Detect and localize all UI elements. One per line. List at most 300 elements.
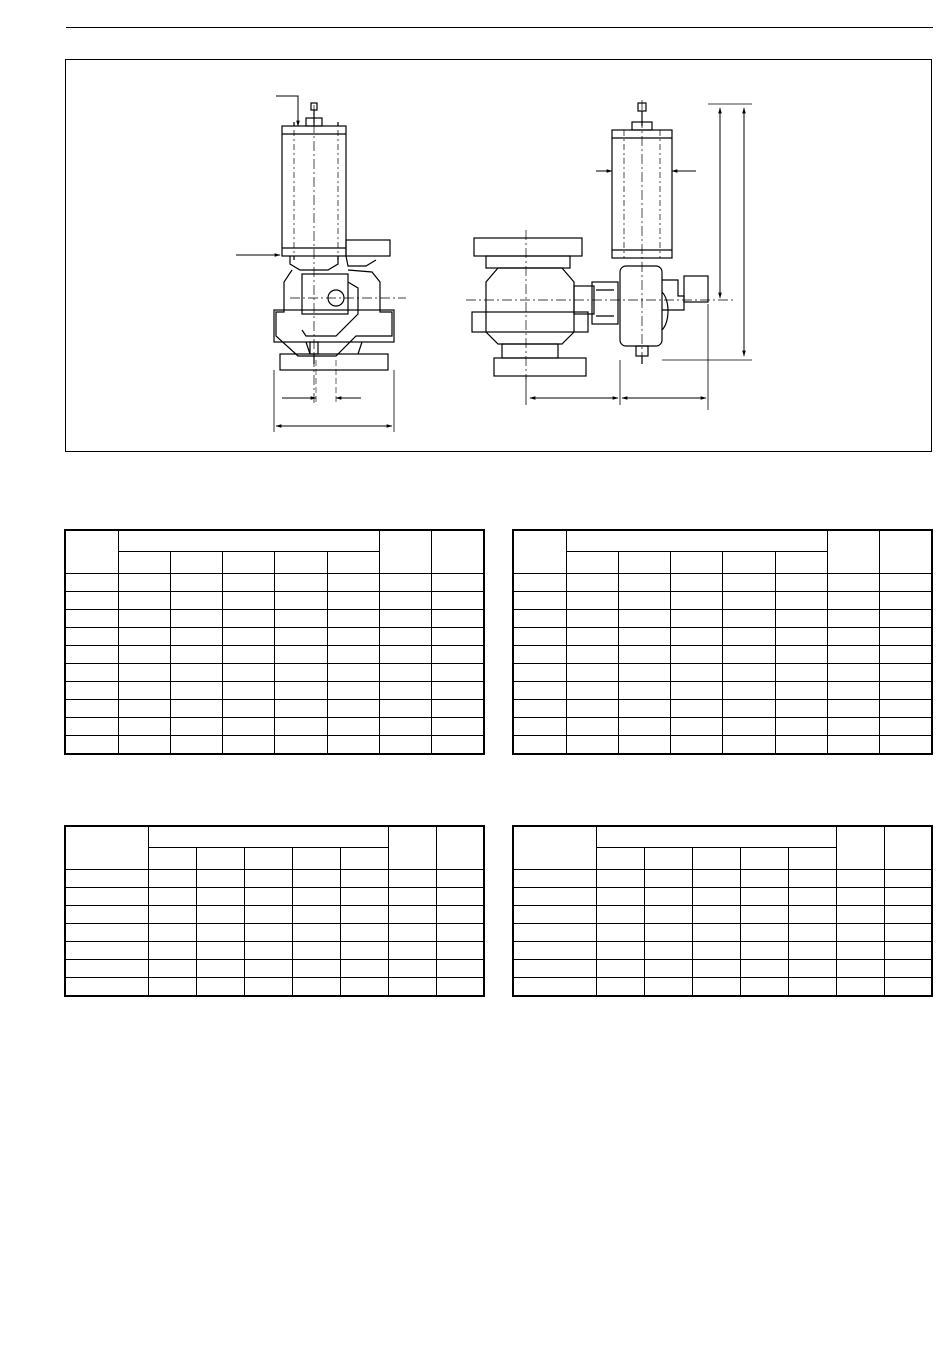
table-cell <box>196 960 244 978</box>
table-cell <box>880 700 932 718</box>
table-cell <box>740 888 788 906</box>
table-cell <box>65 978 148 997</box>
table-header-row <box>65 826 484 848</box>
table-cell <box>170 700 222 718</box>
table-cell <box>692 942 740 960</box>
table-cell <box>432 628 484 646</box>
table-cell <box>244 906 292 924</box>
table-cell <box>244 924 292 942</box>
table-cell <box>196 888 244 906</box>
table-cell <box>379 664 431 682</box>
table-cell <box>275 628 327 646</box>
table-cell <box>118 552 170 574</box>
table-cell <box>513 924 596 942</box>
table-row <box>513 664 932 682</box>
table-header-row <box>65 530 484 552</box>
table-cell <box>327 700 379 718</box>
table-cell <box>513 574 566 592</box>
table-header-cell <box>513 826 596 870</box>
table-cell <box>513 942 596 960</box>
table-row <box>65 682 484 700</box>
table-cell <box>566 682 618 700</box>
table-cell <box>196 942 244 960</box>
table-cell <box>671 646 723 664</box>
table-cell <box>275 552 327 574</box>
table-cell <box>244 848 292 870</box>
table-cell <box>880 736 932 755</box>
table-row <box>513 574 932 592</box>
table-cell <box>65 592 118 610</box>
dimension-table-4 <box>512 825 933 997</box>
table-header-cell <box>513 530 566 574</box>
table-cell <box>65 960 148 978</box>
table-cell <box>513 682 566 700</box>
table-cell <box>723 682 775 700</box>
table-cell <box>513 978 596 997</box>
table-cell <box>388 978 436 997</box>
table-cell <box>775 610 827 628</box>
table-cell <box>327 736 379 755</box>
table-cell <box>292 888 340 906</box>
table-cell <box>379 736 431 755</box>
table-cell <box>836 960 884 978</box>
table-cell <box>618 592 670 610</box>
table-cell <box>880 682 932 700</box>
table-cell <box>880 610 932 628</box>
table-cell <box>432 664 484 682</box>
table-cell <box>379 628 431 646</box>
table-cell <box>432 592 484 610</box>
table-cell <box>118 628 170 646</box>
table-cell <box>65 682 118 700</box>
table-cell <box>327 574 379 592</box>
table-cell <box>880 718 932 736</box>
table-cell <box>118 736 170 755</box>
table-cell <box>671 700 723 718</box>
table-header-cell <box>379 530 431 574</box>
table-cell <box>723 628 775 646</box>
dimension-table-1 <box>64 529 485 755</box>
table-cell <box>223 552 275 574</box>
table-header-cell <box>388 826 436 870</box>
table-cell <box>292 942 340 960</box>
table-cell <box>775 718 827 736</box>
table-row <box>65 592 484 610</box>
table-cell <box>671 552 723 574</box>
table-header-cell <box>65 826 148 870</box>
table-cell <box>827 628 879 646</box>
table-cell <box>244 870 292 888</box>
table-cell <box>566 718 618 736</box>
table-row <box>513 960 932 978</box>
table-cell <box>775 574 827 592</box>
table-row <box>65 870 484 888</box>
table-cell <box>196 924 244 942</box>
table-header-group <box>596 826 836 848</box>
table-cell <box>432 646 484 664</box>
table-cell <box>65 924 148 942</box>
table-cell <box>671 574 723 592</box>
table-cell <box>340 960 388 978</box>
table-row <box>65 574 484 592</box>
table-cell <box>327 592 379 610</box>
table-cell <box>292 960 340 978</box>
table-cell <box>436 906 484 924</box>
table-cell <box>618 718 670 736</box>
table-header-group <box>566 530 827 552</box>
table-cell <box>513 888 596 906</box>
table-cell <box>671 718 723 736</box>
table-header-group <box>148 826 388 848</box>
table-cell <box>223 700 275 718</box>
table-cell <box>827 610 879 628</box>
table-cell <box>880 646 932 664</box>
table-cell <box>388 870 436 888</box>
table-cell <box>740 942 788 960</box>
header-rule <box>66 27 933 28</box>
table-row <box>513 906 932 924</box>
table-row <box>513 942 932 960</box>
table-cell <box>436 942 484 960</box>
table-cell <box>170 646 222 664</box>
table-cell <box>740 924 788 942</box>
table-cell <box>170 592 222 610</box>
table-row <box>513 924 932 942</box>
table-row <box>513 888 932 906</box>
table-cell <box>880 664 932 682</box>
table-cell <box>566 700 618 718</box>
table-cell <box>740 906 788 924</box>
table-cell <box>618 610 670 628</box>
table-header-row <box>513 826 932 848</box>
table-cell <box>118 574 170 592</box>
table-cell <box>566 592 618 610</box>
table-cell <box>618 628 670 646</box>
table-cell <box>566 664 618 682</box>
table-cell <box>436 888 484 906</box>
table-cell <box>388 888 436 906</box>
table-cell <box>827 718 879 736</box>
table-cell <box>327 718 379 736</box>
table-cell <box>170 610 222 628</box>
table-row <box>513 718 932 736</box>
table-cell <box>788 888 836 906</box>
table-row <box>65 736 484 755</box>
table-cell <box>118 682 170 700</box>
table-row <box>65 942 484 960</box>
table-row <box>513 628 932 646</box>
table-cell <box>432 682 484 700</box>
table-cell <box>436 960 484 978</box>
table-cell <box>65 870 148 888</box>
table-cell <box>170 574 222 592</box>
dimension-table-2 <box>512 529 933 755</box>
table-cell <box>340 924 388 942</box>
table-cell <box>596 848 644 870</box>
table-cell <box>223 628 275 646</box>
table-cell <box>740 848 788 870</box>
table-cell <box>196 978 244 997</box>
table-cell <box>170 736 222 755</box>
table-cell <box>275 682 327 700</box>
table-cell <box>884 924 932 942</box>
table-cell <box>340 870 388 888</box>
table-cell <box>292 978 340 997</box>
table-cell <box>775 646 827 664</box>
table-cell <box>388 960 436 978</box>
table-cell <box>436 924 484 942</box>
table-cell <box>292 906 340 924</box>
table-cell <box>118 646 170 664</box>
table-cell <box>692 978 740 997</box>
table-cell <box>740 960 788 978</box>
technical-drawing-frame <box>65 59 932 452</box>
table-cell <box>836 906 884 924</box>
table-row <box>65 978 484 997</box>
table-cell <box>148 848 196 870</box>
table-cell <box>275 574 327 592</box>
table-cell <box>788 942 836 960</box>
table-cell <box>692 960 740 978</box>
table-cell <box>432 718 484 736</box>
table-cell <box>148 924 196 942</box>
table-cell <box>880 574 932 592</box>
table-cell <box>827 682 879 700</box>
table-row <box>65 628 484 646</box>
table-cell <box>566 628 618 646</box>
table-cell <box>671 682 723 700</box>
table-cell <box>275 610 327 628</box>
table-cell <box>644 870 692 888</box>
table-cell <box>692 924 740 942</box>
table-cell <box>671 664 723 682</box>
table-cell <box>513 610 566 628</box>
table-cell <box>292 848 340 870</box>
table-cell <box>836 942 884 960</box>
front-view <box>236 96 406 432</box>
table-cell <box>723 736 775 755</box>
table-cell <box>244 888 292 906</box>
table-cell <box>880 628 932 646</box>
table-row <box>65 924 484 942</box>
table-row <box>65 718 484 736</box>
table-cell <box>340 978 388 997</box>
table-cell <box>65 646 118 664</box>
table-row <box>65 888 484 906</box>
table-cell <box>379 646 431 664</box>
table-cell <box>723 700 775 718</box>
table-cell <box>327 682 379 700</box>
table-cell <box>884 888 932 906</box>
table-row <box>513 870 932 888</box>
table-cell <box>596 978 644 997</box>
table-header-cell <box>827 530 879 574</box>
table-cell <box>884 942 932 960</box>
table-cell <box>244 960 292 978</box>
table-cell <box>327 552 379 574</box>
table-row <box>65 906 484 924</box>
table-cell <box>118 592 170 610</box>
table-header-cell <box>836 826 884 870</box>
table-row <box>513 700 932 718</box>
table-cell <box>723 574 775 592</box>
table-cell <box>566 610 618 628</box>
table-row <box>65 610 484 628</box>
table-header-cell <box>884 826 932 870</box>
table-cell <box>596 906 644 924</box>
table-cell <box>644 888 692 906</box>
table-row <box>513 736 932 755</box>
table-cell <box>118 718 170 736</box>
table-cell <box>436 870 484 888</box>
table-cell <box>148 960 196 978</box>
table-cell <box>740 870 788 888</box>
table-cell <box>671 610 723 628</box>
table-cell <box>65 664 118 682</box>
table-cell <box>884 978 932 997</box>
table-header-cell <box>436 826 484 870</box>
table-cell <box>340 888 388 906</box>
table-cell <box>388 906 436 924</box>
table-cell <box>275 592 327 610</box>
table-cell <box>436 978 484 997</box>
table-cell <box>788 978 836 997</box>
table-cell <box>223 592 275 610</box>
table-cell <box>692 888 740 906</box>
table-cell <box>513 718 566 736</box>
table-cell <box>513 960 596 978</box>
table-row <box>65 646 484 664</box>
table-cell <box>618 682 670 700</box>
table-cell <box>513 646 566 664</box>
table-cell <box>775 700 827 718</box>
table-cell <box>118 700 170 718</box>
table-row <box>65 664 484 682</box>
table-cell <box>148 888 196 906</box>
table-cell <box>644 906 692 924</box>
table-cell <box>65 610 118 628</box>
table-cell <box>644 942 692 960</box>
table-cell <box>379 574 431 592</box>
table-cell <box>196 870 244 888</box>
table-header-row <box>513 530 932 552</box>
table-cell <box>65 888 148 906</box>
table-cell <box>275 664 327 682</box>
table-cell <box>65 736 118 755</box>
table-cell <box>775 664 827 682</box>
table-cell <box>513 736 566 755</box>
table-cell <box>836 978 884 997</box>
table-cell <box>223 736 275 755</box>
table-cell <box>513 664 566 682</box>
table-cell <box>566 552 618 574</box>
table-cell <box>275 646 327 664</box>
table-cell <box>65 574 118 592</box>
table-header-cell <box>65 530 118 574</box>
table-cell <box>379 592 431 610</box>
table-cell <box>884 870 932 888</box>
table-cell <box>692 870 740 888</box>
table-cell <box>836 870 884 888</box>
table-header-cell <box>432 530 484 574</box>
table-cell <box>723 610 775 628</box>
table-cell <box>723 646 775 664</box>
table-row <box>513 978 932 997</box>
table-cell <box>65 700 118 718</box>
table-cell <box>513 628 566 646</box>
table-cell <box>170 718 222 736</box>
valve-actuator-drawing <box>66 60 933 453</box>
table-cell <box>671 592 723 610</box>
table-cell <box>223 574 275 592</box>
table-cell <box>327 664 379 682</box>
table-cell <box>223 718 275 736</box>
table-cell <box>65 906 148 924</box>
table-cell <box>788 848 836 870</box>
table-cell <box>880 592 932 610</box>
table-cell <box>723 718 775 736</box>
table-cell <box>292 870 340 888</box>
table-cell <box>340 848 388 870</box>
table-cell <box>432 700 484 718</box>
table-cell <box>292 924 340 942</box>
table-cell <box>196 848 244 870</box>
table-cell <box>884 906 932 924</box>
table-cell <box>148 870 196 888</box>
table-cell <box>196 906 244 924</box>
table-cell <box>379 682 431 700</box>
table-cell <box>379 718 431 736</box>
table-cell <box>692 906 740 924</box>
table-cell <box>723 664 775 682</box>
table-cell <box>223 682 275 700</box>
table-cell <box>170 628 222 646</box>
table-cell <box>618 736 670 755</box>
table-cell <box>244 942 292 960</box>
table-cell <box>775 552 827 574</box>
table-row <box>513 646 932 664</box>
table-cell <box>836 888 884 906</box>
side-view <box>466 100 752 410</box>
table-cell <box>379 700 431 718</box>
table-cell <box>327 646 379 664</box>
table-cell <box>723 592 775 610</box>
table-cell <box>775 736 827 755</box>
table-cell <box>827 736 879 755</box>
table-cell <box>740 978 788 997</box>
table-cell <box>388 924 436 942</box>
table-cell <box>644 960 692 978</box>
table-cell <box>788 960 836 978</box>
table-cell <box>566 574 618 592</box>
table-row <box>65 960 484 978</box>
table-cell <box>618 646 670 664</box>
table-cell <box>244 978 292 997</box>
table-cell <box>788 924 836 942</box>
table-cell <box>432 610 484 628</box>
table-cell <box>432 574 484 592</box>
table-cell <box>596 870 644 888</box>
table-cell <box>827 574 879 592</box>
table-cell <box>566 646 618 664</box>
table-cell <box>65 718 118 736</box>
table-cell <box>379 610 431 628</box>
table-cell <box>340 942 388 960</box>
table-cell <box>596 942 644 960</box>
table-cell <box>148 942 196 960</box>
table-header-group <box>118 530 379 552</box>
table-cell <box>618 700 670 718</box>
